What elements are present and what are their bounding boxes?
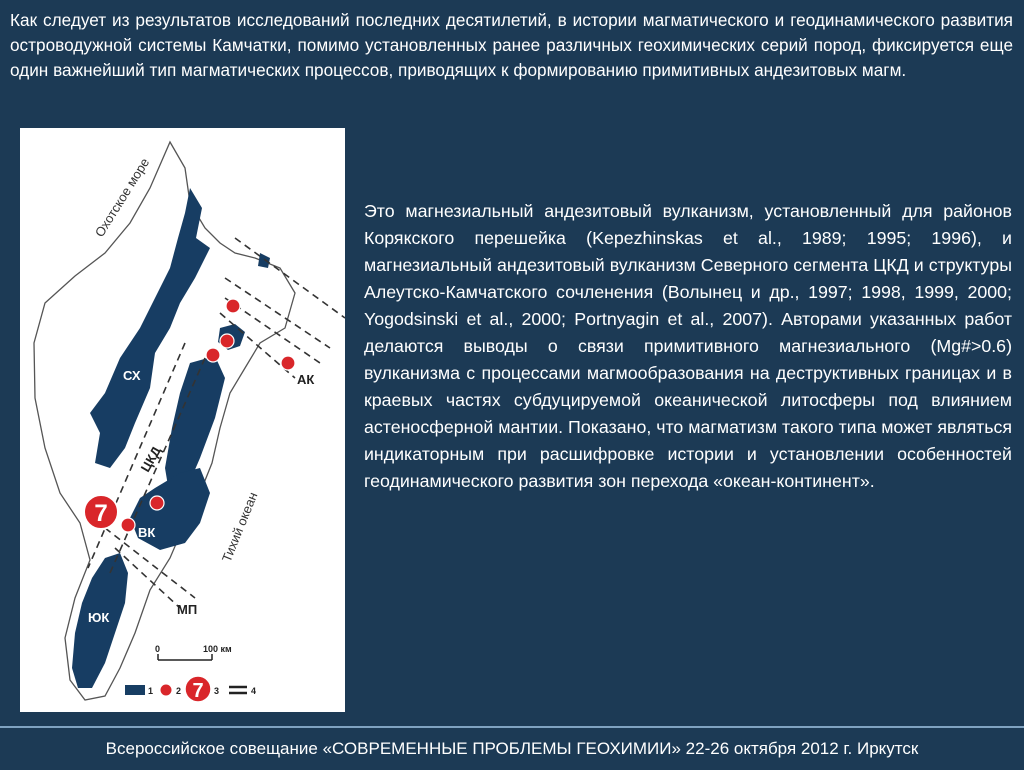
footer-caption: Всероссийское совещание «СОВРЕМЕННЫЕ ПРОБЛЕМЫ ГЕОХИМИИ» 22-26 октября 2012 г. Иркутск [105,739,919,758]
main-paragraph: Это магнезиальный андезитовый вулканизм, установленный для районов Корякского перешейка (Kepezhinskas et al., 1989; 1995; 1996), и магнезиальный андезитовый вулканизм Северного сегмента ЦКД и структуры Алеутско-Камчатского сочленения (Волынец и др., 1997; 1998, 1999, 2000; Yogodsinski et al., 2000; Portnyagin et al., 2007). Авторами указанных работ делаются выводы о связи примитивного магнезиального (Mg#>0.6) вулканизма с процессами магмообразования на деструктивных границах и в краевых частях субдуцируемой океанической литосферы под влиянием астеносферной мантии. Показано, что магматизм такого типа может являться индикаторным при расшифровке истории и установлении особенностей геодинамического развития зон перехода «океан-континент». [364,201,1012,491]
coastline-outline [34,142,295,700]
marker-dot [220,334,234,348]
label-sx: СХ [123,368,141,383]
label-vk: ВК [138,525,156,540]
scale-end: 100 км [203,644,232,654]
marker-dot [206,348,220,362]
label-ckd: ЦКД [137,443,164,475]
marker-dot [121,518,135,532]
legend-n3: 3 [214,686,220,696]
marker-dot [150,496,164,510]
label-sea-okhotsk: Охотское море [91,155,153,240]
legend-big-marker-label: 7 [192,680,204,702]
intro-paragraph: Как следует из результатов исследований последних десятилетий, в истории магматического и геодинамического развития островодужной системы Камчатки, помимо установленных ранее различных геохимических серий пород, фиксируется еще один важнейший тип магматических процессов, приводящих к формированию примитивных андезитовых магм. [10,10,1013,80]
label-ak: АК [297,372,315,387]
legend-n4: 4 [251,686,257,696]
scale-bar [155,644,232,660]
legend-n1: 1 [148,686,154,696]
label-yuk: ЮК [88,610,110,625]
legend-n2: 2 [176,686,182,696]
legend-land-swatch [125,685,145,695]
map-legend [125,676,256,702]
marker-dot [226,299,240,313]
label-mp: МП [177,602,198,617]
label-pacific: Тихий океан [218,489,261,565]
legend-dot [160,684,172,696]
kamchatka-map-svg [20,128,345,712]
marker-seven-label: 7 [94,500,108,527]
scale-zero: 0 [155,644,161,654]
footer-bar [0,726,1024,770]
kamchatka-map [20,128,345,712]
marker-dot [281,356,295,370]
